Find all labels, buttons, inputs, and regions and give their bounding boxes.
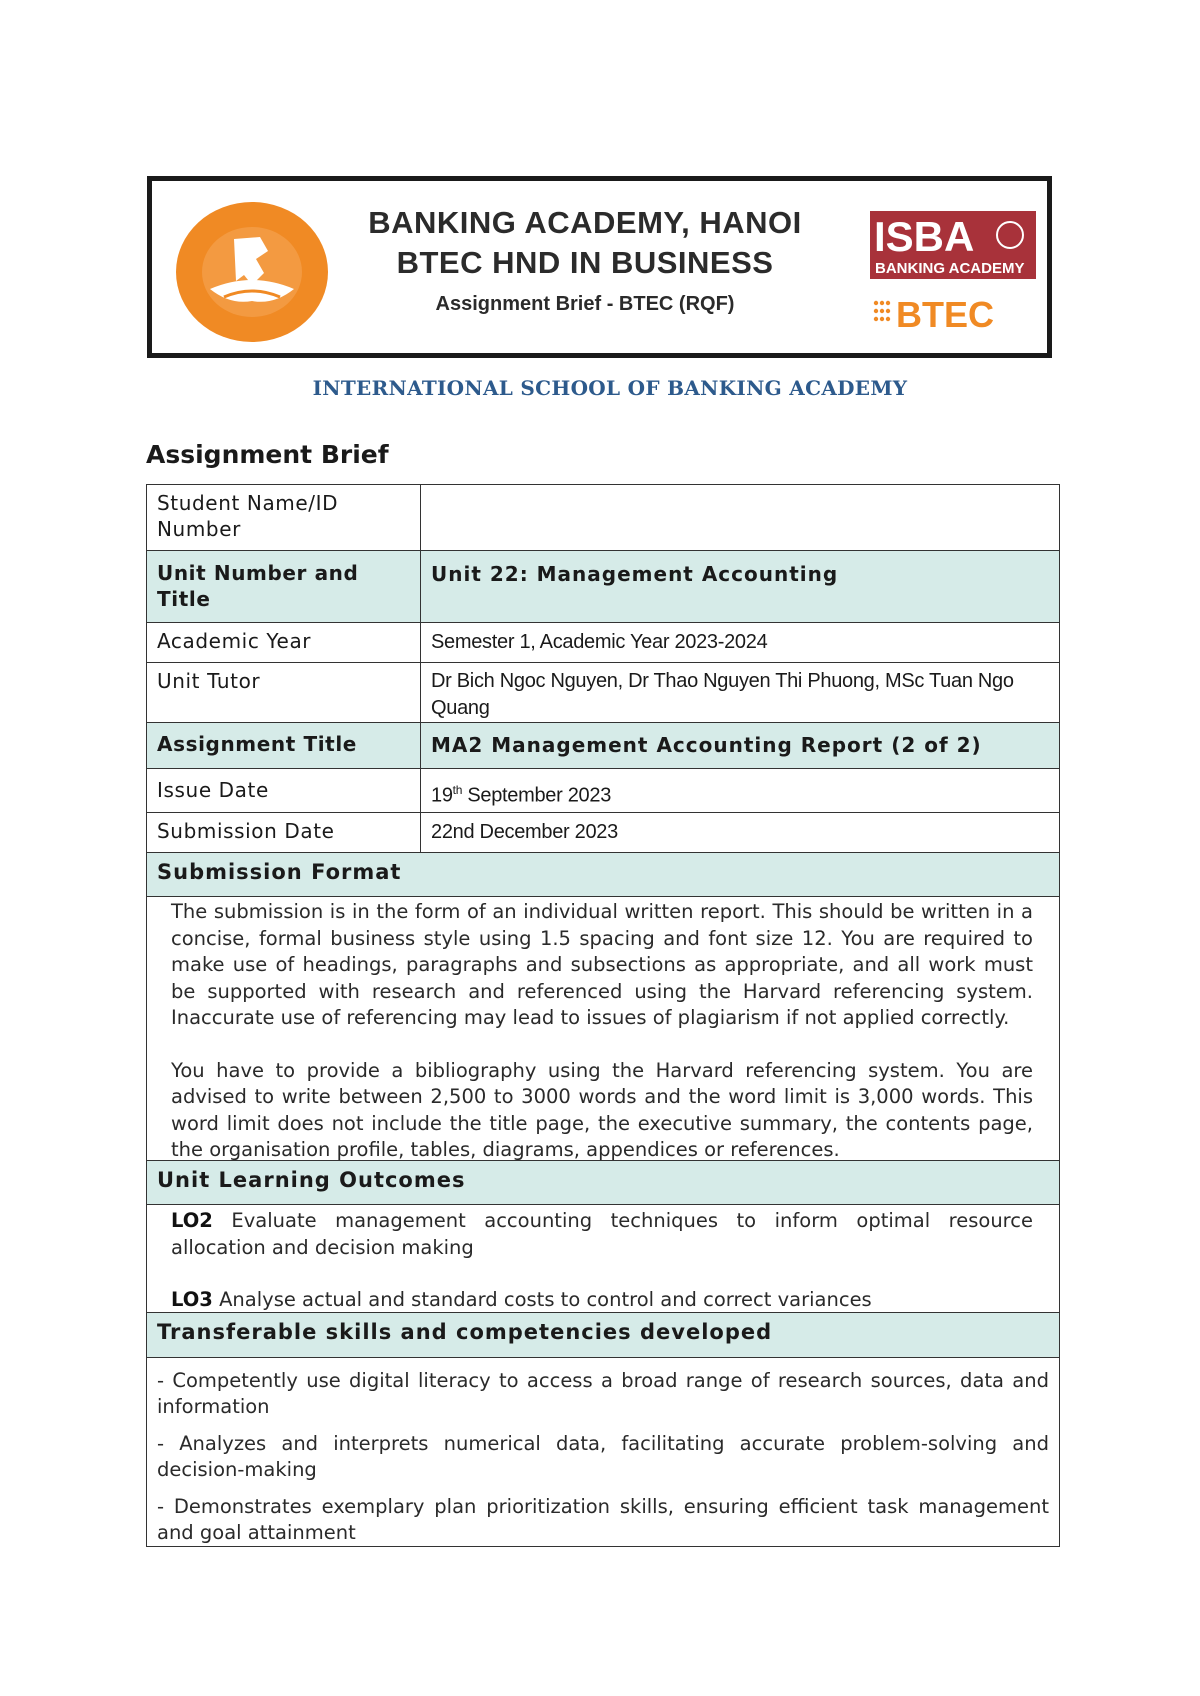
banner-subtitle: Assignment Brief - BTEC (RQF) xyxy=(435,293,735,315)
skill-item-1: - Competently use digital literacy to access a broad range of research sources, data and information xyxy=(157,1369,1049,1418)
page-title: Assignment Brief xyxy=(146,440,389,469)
skills-body xyxy=(147,1358,1059,1546)
skill-item-3: - Demonstrates exemplary plan prioritization skills, ensuring efficient task management and goal attainment xyxy=(157,1495,1049,1544)
learning-outcomes-heading: Unit Learning Outcomes xyxy=(157,1168,466,1192)
school-name: INTERNATIONAL SCHOOL OF BANKING ACADEMY xyxy=(312,376,908,400)
banner-title-line1: BANKING ACADEMY, HANOI xyxy=(368,205,802,240)
issue-day: 19 xyxy=(431,784,453,807)
year-label: Academic Year xyxy=(147,623,421,662)
submission-value: 22nd December 2023 xyxy=(431,821,618,843)
submission-format-paragraph-2: You have to provide a bibliography using the Harvard referencing system. You are advised to write between 2,500 to 3000 words and the word limit is 3,000 words. This word limit does not include the title page, the executive summary, the contents page, the organisation profile, tables, diagrams, appendices or references. xyxy=(171,1058,1033,1161)
submission-format-paragraph-1: The submission is in the form of an individual written report. This should be written in a concise, formal business style using 1.5 spacing and font size 12. You are required to make use of headings, paragraphs and subsections as appropriate, and all work must be supported with research and referenced using the Harvard referencing system. Inaccurate use of referencing may lead to issues of plagiarism if not applied correctly. xyxy=(171,900,1033,1029)
issue-label: Issue Date xyxy=(147,769,421,812)
student-value xyxy=(421,485,1059,550)
assignment-label: Assignment Title xyxy=(147,723,421,768)
assignment-value: MA2 Management Accounting Report (2 of 2) xyxy=(431,733,982,757)
lo3-text: Analyse actual and standard costs to control and correct variances xyxy=(212,1288,872,1311)
table-row-tutor xyxy=(147,663,1059,723)
submission-format-heading: Submission Format xyxy=(157,860,402,884)
svg-text:ISBA: ISBA xyxy=(874,213,975,260)
banner-title-line2: BTEC HND IN BUSINESS xyxy=(396,245,774,280)
table-row-year xyxy=(147,623,1059,663)
learning-outcomes-heading-row xyxy=(147,1161,1059,1205)
lo2-code: LO2 xyxy=(171,1209,213,1232)
year-value: Semester 1, Academic Year 2023-2024 xyxy=(431,631,768,653)
submission-format-body xyxy=(147,897,1059,1161)
skills-heading: Transferable skills and competencies developed xyxy=(157,1320,773,1344)
table-row-issue xyxy=(147,769,1059,813)
issue-value xyxy=(421,769,1059,812)
submission-label: Submission Date xyxy=(147,813,421,852)
unit-value: Unit 22: Management Accounting xyxy=(431,562,839,586)
tutor-label: Unit Tutor xyxy=(147,663,421,722)
student-label: Student Name/ID Number xyxy=(147,485,421,550)
tutor-value: Dr Bich Ngoc Nguyen, Dr Thao Nguyen Thi Phuong, MSc Tuan Ngo Quang xyxy=(431,670,1014,719)
lo3-item xyxy=(171,1287,1033,1314)
table-row-submission xyxy=(147,813,1059,853)
isba-logo xyxy=(870,211,1036,279)
issue-suffix: th xyxy=(452,783,463,797)
lo2-item xyxy=(171,1208,1033,1261)
learning-outcomes-body xyxy=(147,1205,1059,1313)
issue-month-year: September 2023 xyxy=(462,784,612,807)
svg-text:BANKING ACADEMY: BANKING ACADEMY xyxy=(875,260,1025,277)
assignment-table xyxy=(146,484,1060,1547)
skills-heading-row xyxy=(147,1313,1059,1358)
svg-text:BTEC: BTEC xyxy=(896,294,994,333)
skill-item-2: - Analyzes and interprets numerical data, facilitating accurate problem-solving and decision-making xyxy=(157,1432,1049,1481)
table-row-student xyxy=(147,485,1059,551)
lo2-text: Evaluate management accounting techniques to inform optimal resource allocation and decision making xyxy=(171,1209,1033,1259)
submission-format-heading-row xyxy=(147,853,1059,897)
lo3-code: LO3 xyxy=(171,1288,213,1311)
table-row-assignment xyxy=(147,723,1059,769)
btec-logo xyxy=(872,293,1022,333)
banking-academy-logo xyxy=(174,201,331,343)
table-row-unit xyxy=(147,551,1059,623)
header-banner xyxy=(147,176,1052,358)
unit-label: Unit Number and Title xyxy=(147,551,421,622)
